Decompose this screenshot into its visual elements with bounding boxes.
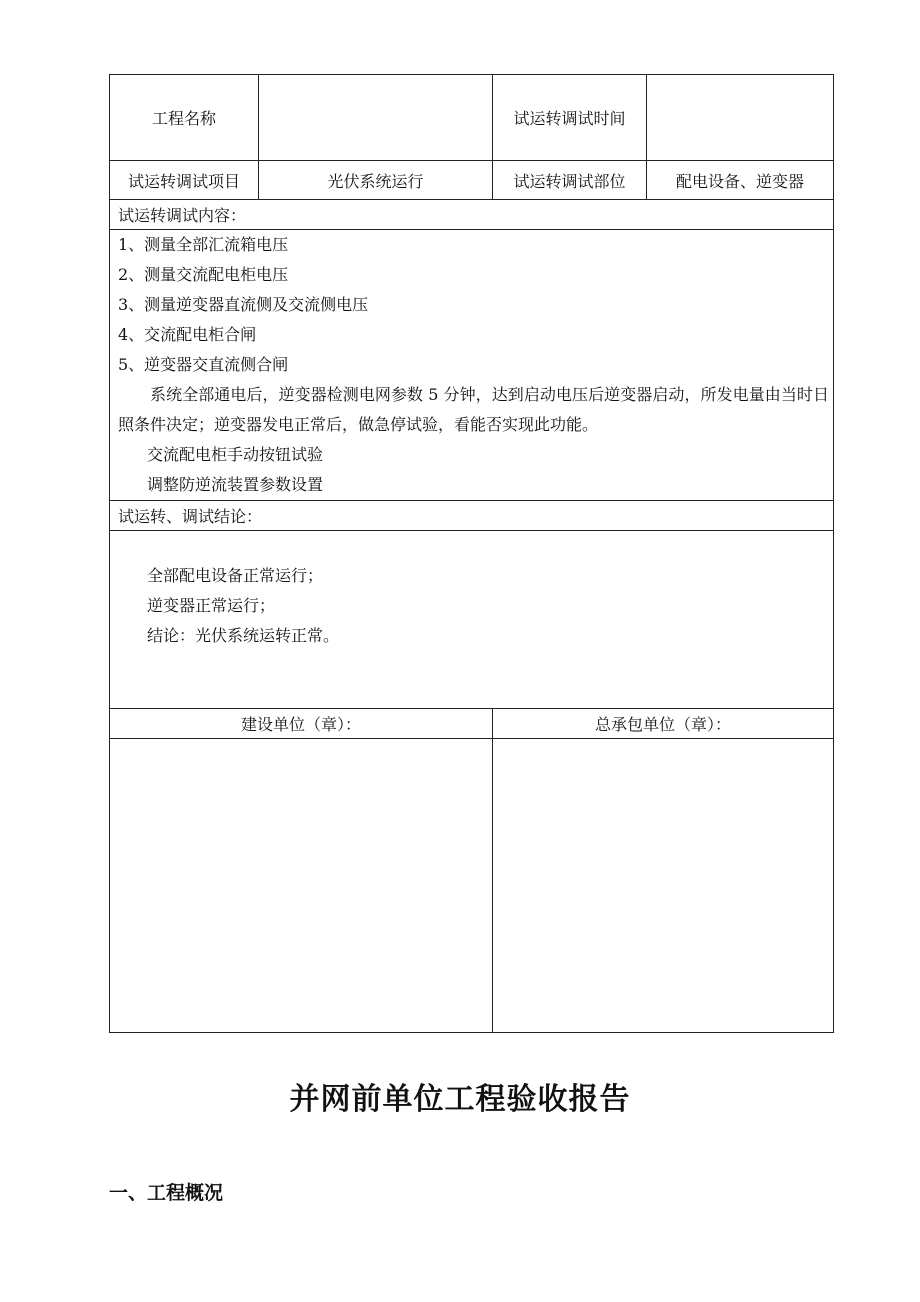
conclusion-line-1: 全部配电设备正常运行； <box>147 566 324 585</box>
contractor-seal-area <box>493 739 834 1033</box>
commissioning-time-label: 试运转调试时间 <box>493 75 647 161</box>
location-label: 试运转调试部位 <box>493 161 647 200</box>
content-paragraph: 系统全部通电后，逆变器检测电网参数 5 分钟，达到启动电压后逆变器启动，所发电量由当时日照条件决定；逆变器发电正常后，做急停试验，看能否实现此功能。 <box>118 385 829 434</box>
section-heading: 一、工程概况 <box>109 1182 224 1204</box>
content-step-2: 2、测量交流配电柜电压 <box>118 265 289 284</box>
contractor-label: 总承包单位（章）： <box>493 709 834 739</box>
project-name-value <box>259 75 493 161</box>
builder-label: 建设单位（章）： <box>110 709 493 739</box>
location-value: 配电设备、逆变器 <box>647 161 834 200</box>
content-step-3: 3、测量逆变器直流侧及交流侧电压 <box>118 295 369 314</box>
content-extra-1: 交流配电柜手动按钮试验 <box>147 445 324 464</box>
builder-seal-area <box>110 739 493 1033</box>
commissioning-time-value <box>647 75 834 161</box>
conclusion-line-3: 结论：光伏系统运转正常。 <box>147 626 340 645</box>
content-step-4: 4、交流配电柜合闸 <box>118 325 257 344</box>
conclusion-line-2: 逆变器正常运行； <box>147 596 276 615</box>
document-title: 并网前单位工程验收报告 <box>289 1082 631 1117</box>
content-step-5: 5、逆变器交直流侧合闸 <box>118 355 289 374</box>
content-label: 试运转调试内容： <box>110 200 834 230</box>
content-step-1: 1、测量全部汇流箱电压 <box>118 235 289 254</box>
content-extra-2: 调整防逆流装置参数设置 <box>147 475 324 494</box>
conclusion-label: 试运转、调试结论： <box>110 501 834 531</box>
item-value: 光伏系统运行 <box>259 161 493 200</box>
commissioning-form <box>109 74 834 1033</box>
content-body <box>110 230 834 501</box>
item-label: 试运转调试项目 <box>110 161 259 200</box>
project-name-label: 工程名称 <box>110 75 259 161</box>
conclusion-body <box>110 531 834 709</box>
